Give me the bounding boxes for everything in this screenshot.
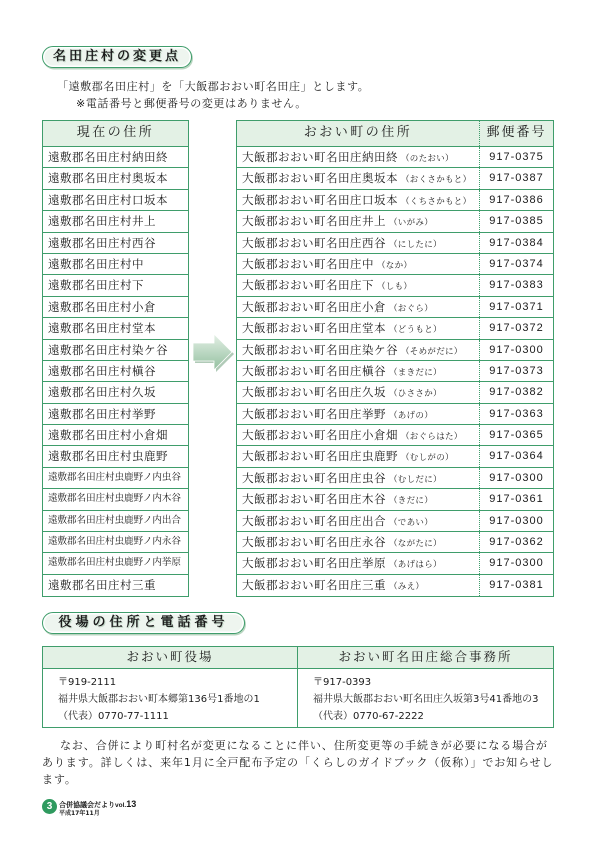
address-reading: （おぐらはた） bbox=[401, 432, 463, 443]
new-address: 大飯郡おおい町名田庄虫谷 bbox=[242, 470, 386, 485]
new-address: 大飯郡おおい町名田庄口坂本 bbox=[242, 192, 398, 207]
address-reading: （おくさかもと） bbox=[401, 175, 472, 186]
new-address-cell bbox=[237, 553, 479, 573]
new-address: 大飯郡おおい町名田庄木谷 bbox=[242, 492, 386, 507]
postal-code: 917-0364 bbox=[479, 446, 553, 466]
new-address: 大飯郡おおい町名田庄永谷 bbox=[242, 535, 386, 550]
new-address-cell bbox=[237, 190, 479, 210]
address-reading: （あげはら） bbox=[389, 560, 442, 571]
postal-code: 917-0374 bbox=[479, 254, 553, 274]
intro-note: ※電話番号と郵便番号の変更はありません。 bbox=[76, 97, 307, 110]
office-phone: （代表）0770-67-2222 bbox=[313, 711, 424, 722]
new-address: 大飯郡おおい町名田庄下 bbox=[242, 278, 374, 293]
address-reading: （みえ） bbox=[389, 581, 425, 592]
postal-code: 917-0373 bbox=[479, 361, 553, 381]
new-address-row bbox=[237, 147, 553, 168]
current-address-row: 遠敷郡名田庄村下 bbox=[43, 275, 188, 296]
address-reading: （どうもと） bbox=[389, 325, 442, 336]
current-address-row: 遠敷郡名田庄村納田終 bbox=[43, 147, 188, 168]
new-address: 大飯郡おおい町名田庄堂本 bbox=[242, 321, 386, 336]
new-address-row bbox=[237, 425, 553, 446]
new-address-cell bbox=[237, 382, 479, 402]
postal-code: 917-0361 bbox=[479, 489, 553, 509]
right-arrow-icon bbox=[191, 332, 235, 372]
address-reading: （なか） bbox=[377, 260, 413, 271]
new-address-row bbox=[237, 190, 553, 211]
new-address: 大飯郡おおい町名田庄奥坂本 bbox=[242, 171, 398, 186]
current-address-row: 遠敷郡名田庄村虫鹿野ノ内出合 bbox=[43, 511, 188, 532]
postal-code: 917-0381 bbox=[479, 575, 553, 596]
address-reading: （まきだに） bbox=[389, 367, 442, 378]
current-address-row: 遠敷郡名田庄村堂本 bbox=[43, 318, 188, 339]
new-address: 大飯郡おおい町名田庄挙野 bbox=[242, 406, 386, 421]
postal-code: 917-0383 bbox=[479, 275, 553, 295]
new-address-row bbox=[237, 340, 553, 361]
new-address-cell bbox=[237, 404, 479, 424]
current-address-row: 遠敷郡名田庄村虫鹿野ノ内挙原 bbox=[43, 553, 188, 574]
address-reading: （おぐら） bbox=[389, 303, 434, 314]
new-address-table bbox=[236, 120, 554, 597]
current-address-header: 現在の住所 bbox=[43, 121, 188, 147]
office-card bbox=[298, 647, 553, 727]
new-address-table-header bbox=[237, 121, 553, 147]
current-address-rows bbox=[43, 147, 188, 596]
current-address-row: 遠敷郡名田庄村染ケ谷 bbox=[43, 340, 188, 361]
new-address: 大飯郡おおい町名田庄三重 bbox=[242, 577, 386, 592]
new-address-cell bbox=[237, 168, 479, 188]
office-details bbox=[43, 669, 297, 725]
new-address-row bbox=[237, 254, 553, 275]
current-address-row: 遠敷郡名田庄村挙野 bbox=[43, 404, 188, 425]
postal-code: 917-0365 bbox=[479, 425, 553, 445]
postal-code-header: 郵便番号 bbox=[479, 121, 553, 146]
new-address-row bbox=[237, 553, 553, 574]
address-reading: （そめがだに） bbox=[401, 346, 463, 357]
new-address-cell bbox=[237, 297, 479, 317]
new-address-cell bbox=[237, 511, 479, 531]
new-address-cell bbox=[237, 211, 479, 231]
postal-code: 917-0300 bbox=[479, 340, 553, 360]
volume-prefix: vol. bbox=[115, 802, 127, 809]
new-address-row bbox=[237, 168, 553, 189]
address-reading: （むしだに） bbox=[389, 474, 442, 485]
current-address-row: 遠敷郡名田庄村西谷 bbox=[43, 233, 188, 254]
new-address: 大飯郡おおい町名田庄小倉 bbox=[242, 299, 386, 314]
new-address: 大飯郡おおい町名田庄久坂 bbox=[242, 385, 386, 400]
postal-code: 917-0300 bbox=[479, 553, 553, 573]
address-reading: （むしがの） bbox=[401, 453, 454, 464]
section-title-offices: 役場の住所と電話番号 bbox=[42, 612, 245, 634]
office-details bbox=[298, 669, 553, 725]
postal-code: 917-0371 bbox=[479, 297, 553, 317]
notice-paragraph: なお、合併により町村名が変更になることに伴い、住所変更等の手続きが必要になる場合があります。詳しくは、来年1月に全戸配布予定の「くらしのガイドブック（仮称）」でお知らせします。 bbox=[42, 739, 554, 786]
new-address: 大飯郡おおい町名田庄出合 bbox=[242, 513, 386, 528]
volume-number: 13 bbox=[126, 799, 137, 809]
new-address: 大飯郡おおい町名田庄西谷 bbox=[242, 235, 386, 250]
new-address: 大飯郡おおい町名田庄中 bbox=[242, 256, 374, 271]
current-address-row: 遠敷郡名田庄村井上 bbox=[43, 211, 188, 232]
postal-code: 917-0382 bbox=[479, 382, 553, 402]
new-address-cell bbox=[237, 446, 479, 466]
current-address-row: 遠敷郡名田庄村中 bbox=[43, 254, 188, 275]
new-address-header: おおい町の住所 bbox=[303, 125, 413, 140]
new-address: 大飯郡おおい町名田庄染ケ谷 bbox=[242, 342, 398, 357]
new-address: 大飯郡おおい町名田庄槇谷 bbox=[242, 363, 386, 378]
office-address: 福井県大飯郡おおい町名田庄久坂第3号41番地の3 bbox=[313, 694, 539, 705]
new-address-row bbox=[237, 275, 553, 296]
new-address-row bbox=[237, 532, 553, 553]
postal-code: 917-0386 bbox=[479, 190, 553, 210]
address-reading: （くちさかもと） bbox=[401, 196, 472, 207]
new-address-cell bbox=[237, 254, 479, 274]
new-address: 大飯郡おおい町名田庄井上 bbox=[242, 214, 386, 229]
new-address-row bbox=[237, 297, 553, 318]
new-address-row bbox=[237, 489, 553, 510]
current-address-row: 遠敷郡名田庄村虫鹿野 bbox=[43, 446, 188, 467]
postal-code: 917-0387 bbox=[479, 168, 553, 188]
address-reading: （いがみ） bbox=[389, 218, 434, 229]
postal-code: 917-0384 bbox=[479, 233, 553, 253]
new-address-cell bbox=[237, 425, 479, 445]
publication-title: 合併協議会だより bbox=[59, 801, 115, 809]
office-address: 福井県大飯郡おおい町本郷第136号1番地の1 bbox=[58, 694, 260, 705]
postal-code: 917-0372 bbox=[479, 318, 553, 338]
office-phone: （代表）0770-77-1111 bbox=[58, 711, 169, 722]
new-address-cell bbox=[237, 532, 479, 552]
new-address-cell bbox=[237, 340, 479, 360]
current-address-row: 遠敷郡名田庄村小倉 bbox=[43, 297, 188, 318]
address-reading: （しも） bbox=[377, 282, 413, 293]
current-address-row: 遠敷郡名田庄村久坂 bbox=[43, 382, 188, 403]
new-address-row bbox=[237, 318, 553, 339]
current-address-table bbox=[42, 120, 189, 597]
office-postcode: 〒919-2111 bbox=[58, 677, 117, 688]
address-reading: （あげの） bbox=[389, 410, 434, 421]
new-address-cell bbox=[237, 275, 479, 295]
new-address-row bbox=[237, 233, 553, 254]
address-reading: （のたおい） bbox=[401, 154, 454, 164]
postal-code: 917-0363 bbox=[479, 404, 553, 424]
new-address-row bbox=[237, 211, 553, 232]
new-address-cell bbox=[237, 233, 479, 253]
current-address-row: 遠敷郡名田庄村虫鹿野ノ内永谷 bbox=[43, 532, 188, 553]
new-address-row bbox=[237, 361, 553, 382]
intro-text: 「遠敷郡名田庄村」を「大飯郡おおい町名田庄」とします。 bbox=[57, 80, 370, 93]
office-name: おおい町役場 bbox=[43, 647, 297, 669]
address-reading: （にしたに） bbox=[389, 239, 442, 250]
offices-table bbox=[42, 646, 554, 728]
office-postcode: 〒917-0393 bbox=[313, 677, 372, 688]
postal-code: 917-0385 bbox=[479, 211, 553, 231]
new-address-row bbox=[237, 575, 553, 596]
new-address: 大飯郡おおい町名田庄納田終 bbox=[242, 150, 398, 164]
new-address-row bbox=[237, 382, 553, 403]
postal-code: 917-0375 bbox=[479, 147, 553, 167]
current-address-row: 遠敷郡名田庄村奥坂本 bbox=[43, 168, 188, 189]
current-address-row: 遠敷郡名田庄村虫鹿野ノ内木谷 bbox=[43, 489, 188, 510]
postal-code: 917-0300 bbox=[479, 511, 553, 531]
new-address-cell bbox=[237, 147, 479, 167]
postal-code: 917-0362 bbox=[479, 532, 553, 552]
office-name: おおい町名田庄総合事務所 bbox=[298, 647, 553, 669]
new-address-row bbox=[237, 511, 553, 532]
issue-date: 平成17年11月 bbox=[59, 810, 100, 817]
current-address-row: 遠敷郡名田庄村小倉畑 bbox=[43, 425, 188, 446]
address-reading: （きだに） bbox=[389, 496, 434, 507]
current-address-row: 遠敷郡名田庄村槇谷 bbox=[43, 361, 188, 382]
new-address: 大飯郡おおい町名田庄小倉畑 bbox=[242, 428, 398, 443]
new-address: 大飯郡おおい町名田庄挙原 bbox=[242, 556, 386, 571]
new-address-row bbox=[237, 404, 553, 425]
address-reading: （ながたに） bbox=[389, 539, 442, 550]
current-address-row: 遠敷郡名田庄村口坂本 bbox=[43, 190, 188, 211]
address-reading: （であい） bbox=[389, 517, 434, 528]
postal-code: 917-0300 bbox=[479, 468, 553, 488]
current-address-row: 遠敷郡名田庄村虫鹿野ノ内虫谷 bbox=[43, 468, 188, 489]
new-address-cell bbox=[237, 575, 479, 596]
new-address-cell bbox=[237, 489, 479, 509]
new-address-cell bbox=[237, 468, 479, 488]
new-address-row bbox=[237, 446, 553, 467]
address-reading: （ひささか） bbox=[389, 389, 442, 400]
page-number-badge: 3 bbox=[42, 799, 57, 814]
current-address-row: 遠敷郡名田庄村三重 bbox=[48, 577, 156, 592]
new-address-row bbox=[237, 468, 553, 489]
new-address: 大飯郡おおい町名田庄虫鹿野 bbox=[242, 449, 398, 464]
new-address-cell bbox=[237, 361, 479, 381]
new-address-rows bbox=[237, 147, 553, 596]
new-address-cell bbox=[237, 318, 479, 338]
section-title-changes: 名田庄村の変更点 bbox=[42, 46, 192, 68]
office-card bbox=[43, 647, 298, 727]
